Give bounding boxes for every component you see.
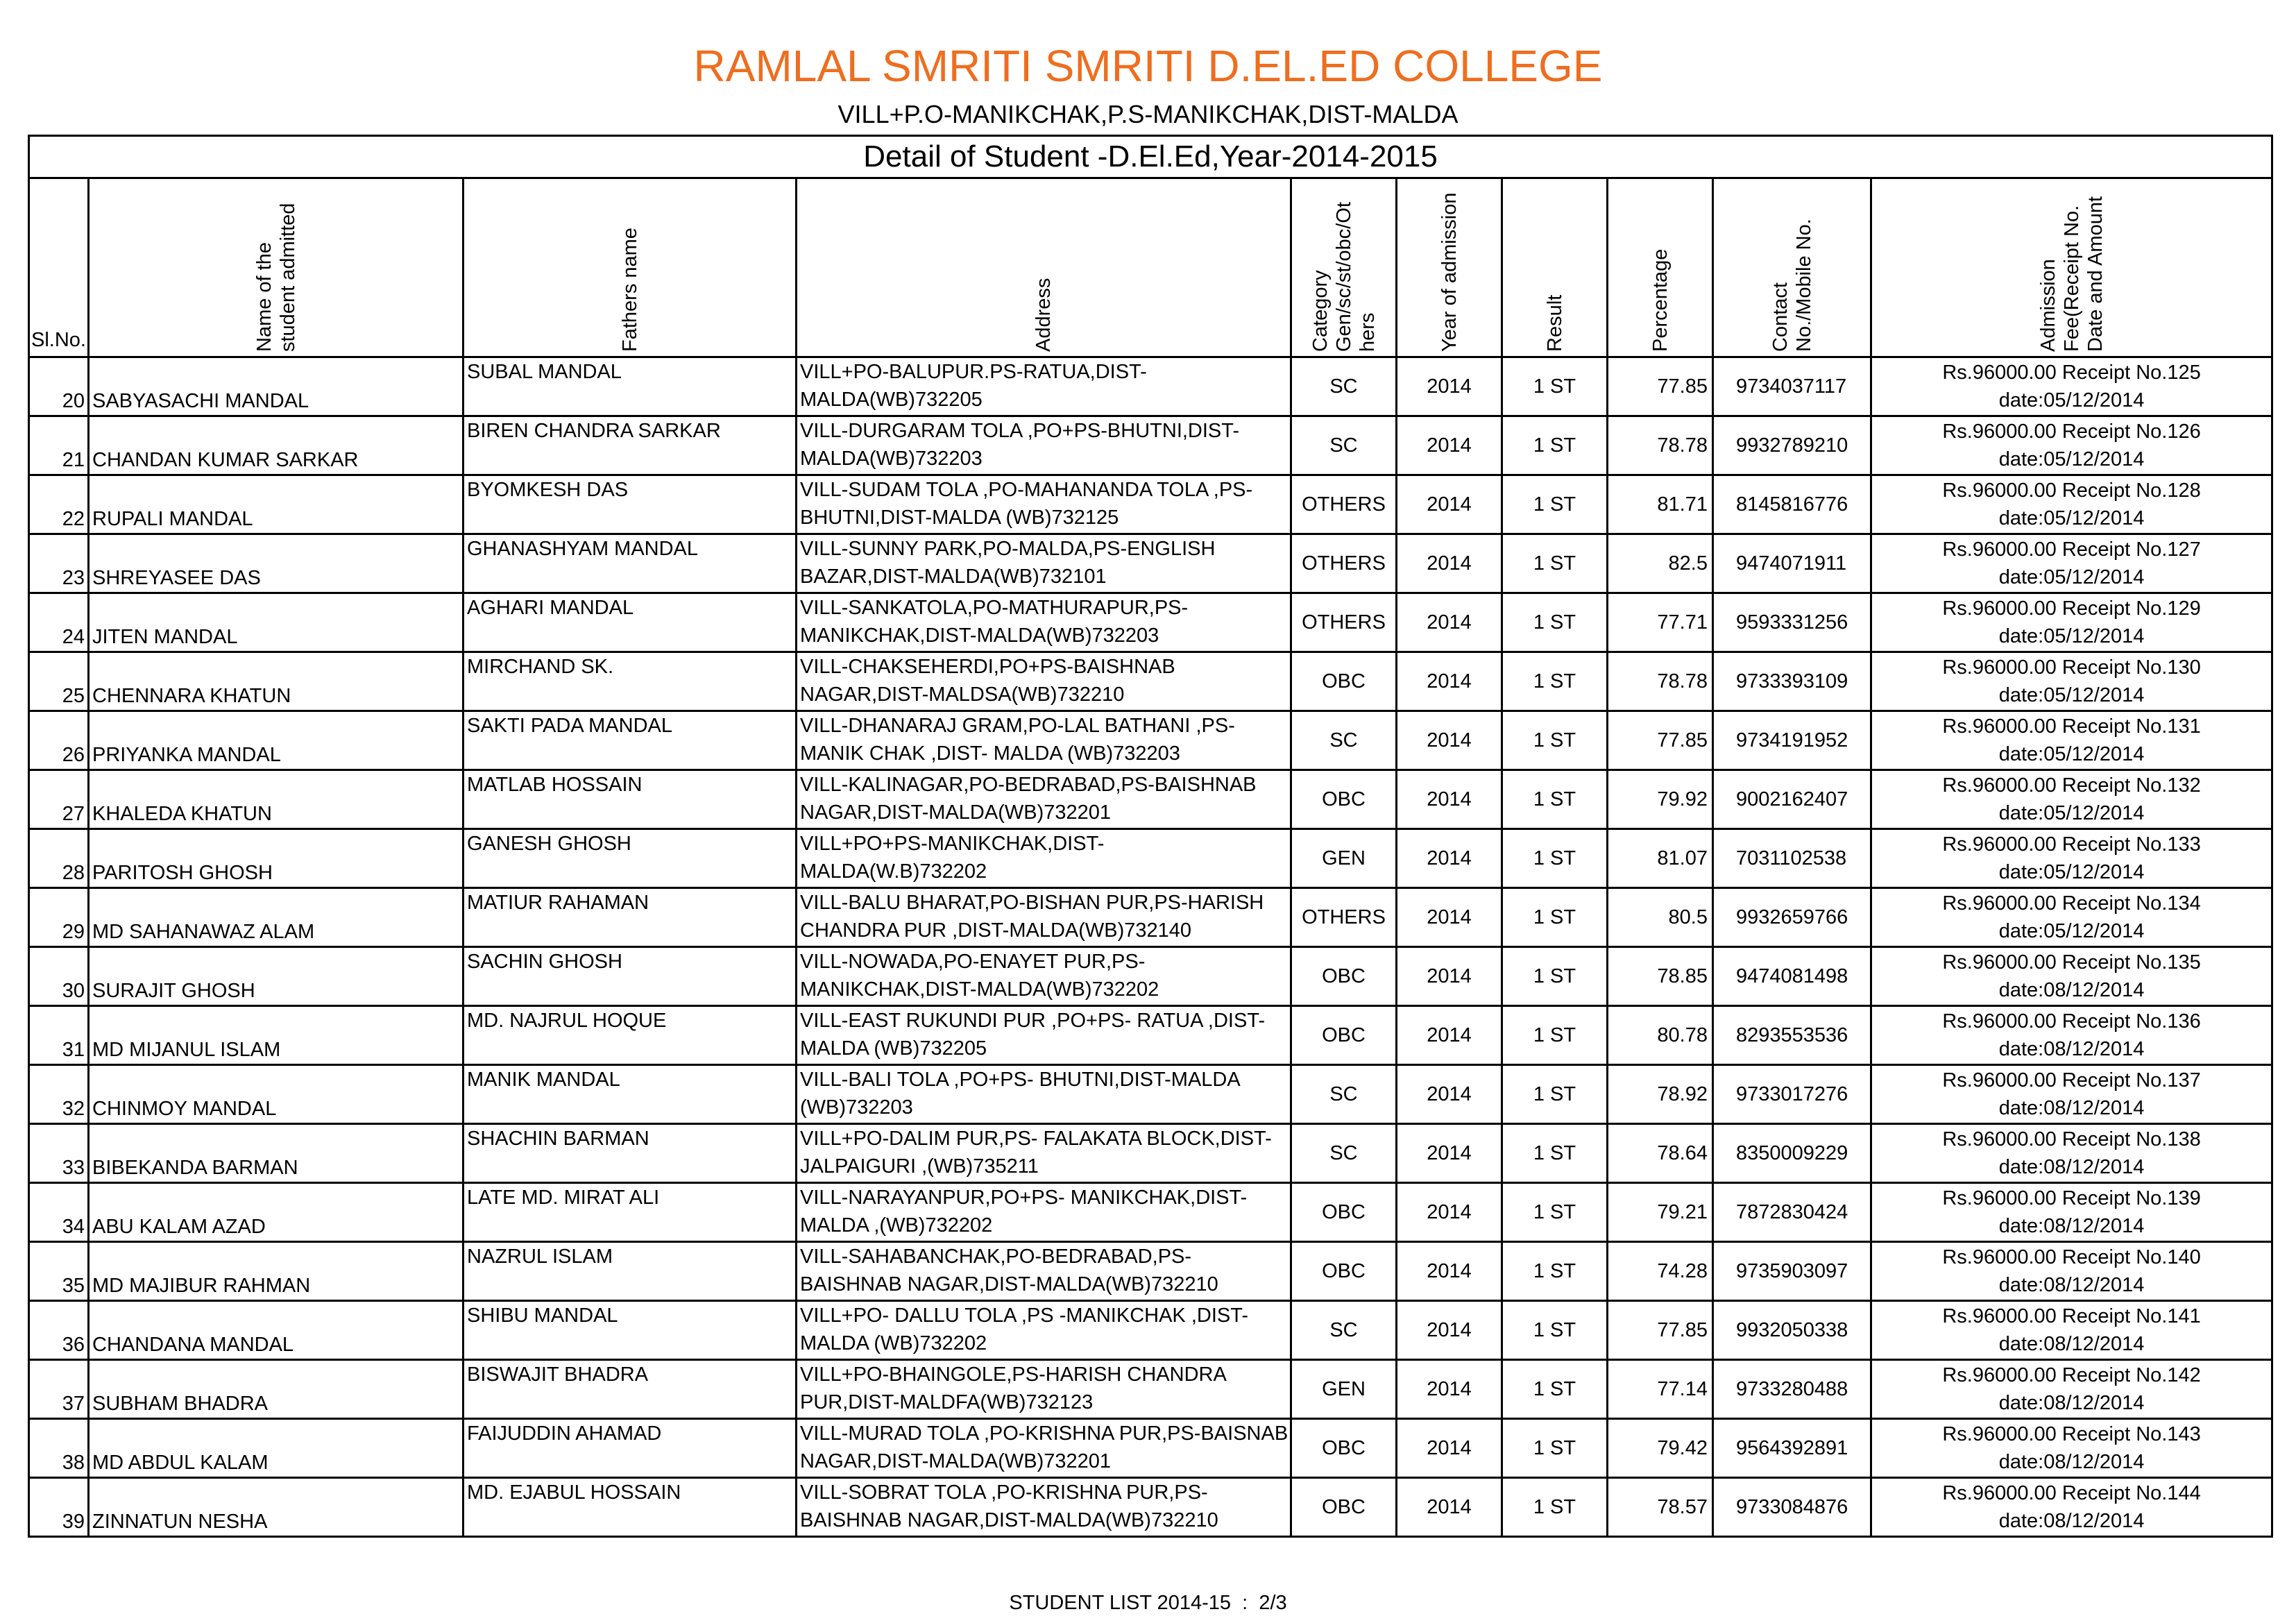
fee-receipt-line: Rs.96000.00 Receipt No.136 (1942, 1010, 2201, 1033)
column-header-fee-label: Admission Fee(Receipt No. Date and Amount (2036, 196, 2107, 352)
cell-sl: 25 (29, 652, 89, 711)
cell-percentage: 78.64 (1608, 1124, 1713, 1183)
cell-father-name: SHACHIN BARMAN (464, 1124, 797, 1183)
cell-sl: 30 (29, 947, 89, 1006)
cell-father-name: GANESH GHOSH (464, 829, 797, 888)
cell-father-name: MIRCHAND SK. (464, 652, 797, 711)
cell-year: 2014 (1397, 652, 1502, 711)
fee-date-line: date:05/12/2014 (1998, 625, 2145, 647)
table-row (29, 1065, 2272, 1124)
cell-admission-fee (1871, 1301, 2272, 1360)
cell-admission-fee (1871, 1065, 2272, 1124)
cell-contact: 8293553536 (1713, 1006, 1871, 1065)
cell-contact: 9733393109 (1713, 652, 1871, 711)
cell-contact: 9474071911 (1713, 534, 1871, 593)
cell-admission-fee (1871, 1360, 2272, 1419)
cell-address: VILL+PO-DALIM PUR,PS- FALAKATA BLOCK,DIST-JALPAIGURI ,(WB)735211 (797, 1124, 1291, 1183)
cell-sl: 31 (29, 1006, 89, 1065)
fee-receipt-line: Rs.96000.00 Receipt No.140 (1942, 1246, 2201, 1268)
table-row (29, 1006, 2272, 1065)
cell-sl: 34 (29, 1183, 89, 1242)
cell-father-name: MATLAB HOSSAIN (464, 770, 797, 829)
cell-result: 1 ST (1502, 1065, 1608, 1124)
cell-address: VILL+PO-BALUPUR.PS-RATUA,DIST-MALDA(WB)732205 (797, 357, 1291, 416)
cell-percentage: 77.85 (1608, 357, 1713, 416)
table-row (29, 475, 2272, 534)
fee-receipt-line: Rs.96000.00 Receipt No.131 (1942, 715, 2201, 738)
cell-percentage: 79.92 (1608, 770, 1713, 829)
cell-contact: 9564392891 (1713, 1419, 1871, 1478)
cell-admission-fee (1871, 1419, 2272, 1478)
fee-date-line: date:08/12/2014 (1998, 1038, 2145, 1060)
cell-address: VILL+PO+PS-MANIKCHAK,DIST-MALDA(W.B)732202 (797, 829, 1291, 888)
cell-name: RUPALI MANDAL (89, 475, 464, 534)
cell-name: CHINMOY MANDAL (89, 1065, 464, 1124)
table-row (29, 1478, 2272, 1537)
cell-address: VILL-NARAYANPUR,PO+PS- MANIKCHAK,DIST-MALDA ,(WB)732202 (797, 1183, 1291, 1242)
cell-year: 2014 (1397, 357, 1502, 416)
cell-sl: 21 (29, 416, 89, 475)
cell-result: 1 ST (1502, 1006, 1608, 1065)
cell-contact: 8145816776 (1713, 475, 1871, 534)
column-header-fee (1871, 178, 2272, 357)
fee-date-line: date:08/12/2014 (1998, 1451, 2145, 1473)
fee-date-line: date:05/12/2014 (1998, 389, 2145, 411)
cell-year: 2014 (1397, 593, 1502, 652)
cell-percentage: 80.5 (1608, 888, 1713, 947)
cell-father-name: MD. EJABUL HOSSAIN (464, 1478, 797, 1537)
cell-result: 1 ST (1502, 534, 1608, 593)
cell-result: 1 ST (1502, 1124, 1608, 1183)
cell-admission-fee (1871, 888, 2272, 947)
column-header-address-label: Address (1032, 278, 1055, 352)
cell-contact: 9734037117 (1713, 357, 1871, 416)
table-row (29, 829, 2272, 888)
fee-receipt-line: Rs.96000.00 Receipt No.138 (1942, 1128, 2201, 1150)
cell-category: SC (1291, 1124, 1397, 1183)
cell-category: SC (1291, 711, 1397, 770)
cell-admission-fee (1871, 1478, 2272, 1537)
fee-date-line: date:08/12/2014 (1998, 1392, 2145, 1414)
column-header-contact-label: Contact No./Mobile No. (1769, 219, 1815, 352)
cell-admission-fee (1871, 652, 2272, 711)
column-header-result (1502, 178, 1608, 357)
cell-year: 2014 (1397, 947, 1502, 1006)
fee-date-line: date:08/12/2014 (1998, 1215, 2145, 1237)
cell-category: OBC (1291, 947, 1397, 1006)
cell-category: OBC (1291, 1242, 1397, 1301)
cell-address: VILL-SOBRAT TOLA ,PO-KRISHNA PUR,PS-BAISHNAB NAGAR,DIST-MALDA(WB)732210 (797, 1478, 1291, 1537)
cell-category: OBC (1291, 770, 1397, 829)
cell-sl: 24 (29, 593, 89, 652)
column-header-category (1291, 178, 1397, 357)
cell-percentage: 77.85 (1608, 711, 1713, 770)
column-header-name-label: Name of the student admitted (253, 203, 299, 352)
cell-address: VILL+PO-BHAINGOLE,PS-HARISH CHANDRA PUR,DIST-MALDFA(WB)732123 (797, 1360, 1291, 1419)
cell-category: OTHERS (1291, 534, 1397, 593)
cell-result: 1 ST (1502, 593, 1608, 652)
cell-percentage: 78.85 (1608, 947, 1713, 1006)
cell-contact: 9735903097 (1713, 1242, 1871, 1301)
fee-receipt-line: Rs.96000.00 Receipt No.129 (1942, 597, 2201, 620)
column-header-contact (1713, 178, 1871, 357)
cell-father-name: SACHIN GHOSH (464, 947, 797, 1006)
college-name: RAMLAL SMRITI SMRITI D.EL.ED COLLEGE (693, 41, 1603, 91)
cell-address: VILL-SUNNY PARK,PO-MALDA,PS-ENGLISH BAZAR,DIST-MALDA(WB)732101 (797, 534, 1291, 593)
cell-name: BIBEKANDA BARMAN (89, 1124, 464, 1183)
cell-name: MD SAHANAWAZ ALAM (89, 888, 464, 947)
table-row (29, 593, 2272, 652)
cell-percentage: 79.21 (1608, 1183, 1713, 1242)
cell-admission-fee (1871, 1242, 2272, 1301)
cell-sl: 32 (29, 1065, 89, 1124)
cell-year: 2014 (1397, 711, 1502, 770)
fee-receipt-line: Rs.96000.00 Receipt No.143 (1942, 1423, 2201, 1445)
cell-father-name: MD. NAJRUL HOQUE (464, 1006, 797, 1065)
cell-address: VILL-SAHABANCHAK,PO-BEDRABAD,PS- BAISHNAB NAGAR,DIST-MALDA(WB)732210 (797, 1242, 1291, 1301)
cell-percentage: 78.78 (1608, 652, 1713, 711)
cell-year: 2014 (1397, 1065, 1502, 1124)
column-header-name (89, 178, 464, 357)
cell-admission-fee (1871, 1124, 2272, 1183)
cell-result: 1 ST (1502, 1301, 1608, 1360)
cell-year: 2014 (1397, 1419, 1502, 1478)
cell-father-name: LATE MD. MIRAT ALI (464, 1183, 797, 1242)
fee-receipt-line: Rs.96000.00 Receipt No.128 (1942, 479, 2201, 502)
column-header-sl-label: Sl.No. (31, 329, 86, 351)
cell-category: OBC (1291, 1419, 1397, 1478)
fee-date-line: date:05/12/2014 (1998, 448, 2145, 470)
cell-percentage: 79.42 (1608, 1419, 1713, 1478)
column-header-year-label: Year of admission (1438, 192, 1461, 352)
cell-contact: 9734191952 (1713, 711, 1871, 770)
fee-date-line: date:05/12/2014 (1998, 920, 2145, 942)
cell-sl: 27 (29, 770, 89, 829)
cell-sl: 28 (29, 829, 89, 888)
cell-name: CHANDANA MANDAL (89, 1301, 464, 1360)
cell-name: PARITOSH GHOSH (89, 829, 464, 888)
cell-year: 2014 (1397, 1183, 1502, 1242)
cell-result: 1 ST (1502, 416, 1608, 475)
cell-contact: 7872830424 (1713, 1183, 1871, 1242)
cell-admission-fee (1871, 593, 2272, 652)
cell-year: 2014 (1397, 888, 1502, 947)
cell-contact: 9733280488 (1713, 1360, 1871, 1419)
fee-receipt-line: Rs.96000.00 Receipt No.126 (1942, 420, 2201, 443)
cell-father-name: FAIJUDDIN AHAMAD (464, 1419, 797, 1478)
table-body (29, 357, 2272, 1537)
table-row (29, 1124, 2272, 1183)
cell-name: SUBHAM BHADRA (89, 1360, 464, 1419)
fee-receipt-line: Rs.96000.00 Receipt No.130 (1942, 656, 2201, 679)
cell-father-name: GHANASHYAM MANDAL (464, 534, 797, 593)
cell-address: VILL-CHAKSEHERDI,PO+PS-BAISHNAB NAGAR,DIST-MALDSA(WB)732210 (797, 652, 1291, 711)
cell-result: 1 ST (1502, 357, 1608, 416)
cell-percentage: 78.57 (1608, 1478, 1713, 1537)
cell-result: 1 ST (1502, 829, 1608, 888)
cell-father-name: SUBAL MANDAL (464, 357, 797, 416)
cell-contact: 8350009229 (1713, 1124, 1871, 1183)
cell-address: VILL-DURGARAM TOLA ,PO+PS-BHUTNI,DIST-MALDA(WB)732203 (797, 416, 1291, 475)
cell-address: VILL-DHANARAJ GRAM,PO-LAL BATHANI ,PS-MANIK CHAK ,DIST- MALDA (WB)732203 (797, 711, 1291, 770)
cell-father-name: MATIUR RAHAMAN (464, 888, 797, 947)
cell-address: VILL+PO- DALLU TOLA ,PS -MANIKCHAK ,DIST-MALDA (WB)732202 (797, 1301, 1291, 1360)
cell-contact: 9932659766 (1713, 888, 1871, 947)
cell-category: SC (1291, 1301, 1397, 1360)
cell-year: 2014 (1397, 770, 1502, 829)
cell-sl: 33 (29, 1124, 89, 1183)
cell-name: SURAJIT GHOSH (89, 947, 464, 1006)
cell-category: OTHERS (1291, 593, 1397, 652)
cell-category: OTHERS (1291, 475, 1397, 534)
cell-percentage: 77.14 (1608, 1360, 1713, 1419)
cell-name: KHALEDA KHATUN (89, 770, 464, 829)
table-row (29, 770, 2272, 829)
cell-contact: 9932050338 (1713, 1301, 1871, 1360)
column-header-sl (29, 178, 89, 357)
page-footer: STUDENT LIST 2014-15 : 2/3 (1009, 1592, 1287, 1614)
cell-category: GEN (1291, 829, 1397, 888)
cell-address: VILL-SANKATOLA,PO-MATHURAPUR,PS-MANIKCHAK,DIST-MALDA(WB)732203 (797, 593, 1291, 652)
cell-name: MD ABDUL KALAM (89, 1419, 464, 1478)
cell-percentage: 77.71 (1608, 593, 1713, 652)
cell-year: 2014 (1397, 416, 1502, 475)
cell-result: 1 ST (1502, 888, 1608, 947)
cell-year: 2014 (1397, 1301, 1502, 1360)
cell-sl: 20 (29, 357, 89, 416)
fee-receipt-line: Rs.96000.00 Receipt No.127 (1942, 538, 2201, 561)
cell-percentage: 80.78 (1608, 1006, 1713, 1065)
cell-percentage: 81.71 (1608, 475, 1713, 534)
cell-father-name: SAKTI PADA MANDAL (464, 711, 797, 770)
cell-contact: 7031102538 (1713, 829, 1871, 888)
cell-name: MD MIJANUL ISLAM (89, 1006, 464, 1065)
cell-sl: 36 (29, 1301, 89, 1360)
cell-category: SC (1291, 416, 1397, 475)
cell-sl: 23 (29, 534, 89, 593)
cell-sl: 22 (29, 475, 89, 534)
college-address: VILL+P.O-MANIKCHAK,P.S-MANIKCHAK,DIST-MALDA (837, 100, 1459, 128)
cell-father-name: MANIK MANDAL (464, 1065, 797, 1124)
column-header-category-label: Category Gen/sc/st/obc/Ot hers (1309, 202, 1379, 352)
cell-percentage: 78.78 (1608, 416, 1713, 475)
cell-year: 2014 (1397, 1124, 1502, 1183)
cell-year: 2014 (1397, 1478, 1502, 1537)
column-header-address (797, 178, 1291, 357)
table-row (29, 1242, 2272, 1301)
cell-contact: 9733084876 (1713, 1478, 1871, 1537)
cell-percentage: 81.07 (1608, 829, 1713, 888)
fee-date-line: date:08/12/2014 (1998, 1510, 2145, 1532)
cell-father-name: SHIBU MANDAL (464, 1301, 797, 1360)
cell-percentage: 82.5 (1608, 534, 1713, 593)
cell-result: 1 ST (1502, 1360, 1608, 1419)
cell-category: SC (1291, 357, 1397, 416)
cell-address: VILL-NOWADA,PO-ENAYET PUR,PS-MANIKCHAK,DIST-MALDA(WB)732202 (797, 947, 1291, 1006)
fee-date-line: date:08/12/2014 (1998, 979, 2145, 1001)
cell-admission-fee (1871, 711, 2272, 770)
cell-admission-fee (1871, 947, 2272, 1006)
table-row (29, 1301, 2272, 1360)
fee-date-line: date:08/12/2014 (1998, 1333, 2145, 1355)
table-row (29, 1360, 2272, 1419)
cell-admission-fee (1871, 475, 2272, 534)
column-header-percentage-label: Percentage (1649, 248, 1672, 352)
cell-category: OBC (1291, 1478, 1397, 1537)
cell-year: 2014 (1397, 475, 1502, 534)
fee-receipt-line: Rs.96000.00 Receipt No.144 (1942, 1482, 2201, 1504)
column-header-father-label: Fathers name (618, 228, 641, 352)
table-row (29, 711, 2272, 770)
cell-category: OBC (1291, 1006, 1397, 1065)
cell-sl: 39 (29, 1478, 89, 1537)
cell-year: 2014 (1397, 829, 1502, 888)
fee-date-line: date:08/12/2014 (1998, 1097, 2145, 1119)
table-row (29, 1183, 2272, 1242)
cell-result: 1 ST (1502, 947, 1608, 1006)
table-row (29, 416, 2272, 475)
fee-date-line: date:05/12/2014 (1998, 507, 2145, 529)
cell-name: ZINNATUN NESHA (89, 1478, 464, 1537)
cell-admission-fee (1871, 534, 2272, 593)
cell-name: SABYASACHI MANDAL (89, 357, 464, 416)
fee-receipt-line: Rs.96000.00 Receipt No.135 (1942, 951, 2201, 974)
cell-year: 2014 (1397, 1360, 1502, 1419)
fee-receipt-line: Rs.96000.00 Receipt No.141 (1942, 1305, 2201, 1327)
cell-admission-fee (1871, 416, 2272, 475)
student-table (28, 135, 2273, 1538)
cell-result: 1 ST (1502, 652, 1608, 711)
cell-address: VILL-EAST RUKUNDI PUR ,PO+PS- RATUA ,DIST-MALDA (WB)732205 (797, 1006, 1291, 1065)
cell-contact: 9733017276 (1713, 1065, 1871, 1124)
cell-contact: 9474081498 (1713, 947, 1871, 1006)
cell-name: MD MAJIBUR RAHMAN (89, 1242, 464, 1301)
cell-result: 1 ST (1502, 770, 1608, 829)
cell-address: VILL-BALU BHARAT,PO-BISHAN PUR,PS-HARISH CHANDRA PUR ,DIST-MALDA(WB)732140 (797, 888, 1291, 947)
cell-father-name: BIREN CHANDRA SARKAR (464, 416, 797, 475)
cell-sl: 37 (29, 1360, 89, 1419)
fee-receipt-line: Rs.96000.00 Receipt No.139 (1942, 1187, 2201, 1209)
fee-receipt-line: Rs.96000.00 Receipt No.133 (1942, 833, 2201, 856)
cell-admission-fee (1871, 829, 2272, 888)
cell-year: 2014 (1397, 534, 1502, 593)
table-row (29, 888, 2272, 947)
cell-admission-fee (1871, 357, 2272, 416)
cell-result: 1 ST (1502, 1183, 1608, 1242)
table-title-row (29, 136, 2272, 178)
column-header-year (1397, 178, 1502, 357)
fee-date-line: date:05/12/2014 (1998, 566, 2145, 588)
fee-receipt-line: Rs.96000.00 Receipt No.137 (1942, 1069, 2201, 1091)
cell-category: OBC (1291, 1183, 1397, 1242)
cell-sl: 35 (29, 1242, 89, 1301)
cell-name: PRIYANKA MANDAL (89, 711, 464, 770)
cell-father-name: NAZRUL ISLAM (464, 1242, 797, 1301)
cell-result: 1 ST (1502, 1242, 1608, 1301)
cell-category: OTHERS (1291, 888, 1397, 947)
column-header-result-label: Result (1543, 294, 1566, 352)
fee-receipt-line: Rs.96000.00 Receipt No.125 (1942, 362, 2201, 384)
table-row (29, 534, 2272, 593)
cell-contact: 9932789210 (1713, 416, 1871, 475)
fee-receipt-line: Rs.96000.00 Receipt No.132 (1942, 774, 2201, 797)
cell-sl: 38 (29, 1419, 89, 1478)
fee-date-line: date:05/12/2014 (1998, 684, 2145, 706)
fee-date-line: date:05/12/2014 (1998, 861, 2145, 883)
cell-address: VILL-MURAD TOLA ,PO-KRISHNA PUR,PS-BAISNAB NAGAR,DIST-MALDA(WB)732201 (797, 1419, 1291, 1478)
cell-result: 1 ST (1502, 1419, 1608, 1478)
cell-percentage: 77.85 (1608, 1301, 1713, 1360)
cell-address: VILL-SUDAM TOLA ,PO-MAHANANDA TOLA ,PS-BHUTNI,DIST-MALDA (WB)732125 (797, 475, 1291, 534)
cell-father-name: BYOMKESH DAS (464, 475, 797, 534)
cell-year: 2014 (1397, 1242, 1502, 1301)
cell-percentage: 74.28 (1608, 1242, 1713, 1301)
fee-receipt-line: Rs.96000.00 Receipt No.142 (1942, 1364, 2201, 1386)
cell-father-name: AGHARI MANDAL (464, 593, 797, 652)
cell-admission-fee (1871, 1183, 2272, 1242)
cell-name: CHANDAN KUMAR SARKAR (89, 416, 464, 475)
cell-result: 1 ST (1502, 475, 1608, 534)
fee-date-line: date:05/12/2014 (1998, 802, 2145, 824)
column-header-father (464, 178, 797, 357)
table-header-row (29, 178, 2272, 357)
cell-category: SC (1291, 1065, 1397, 1124)
cell-name: ABU KALAM AZAD (89, 1183, 464, 1242)
cell-admission-fee (1871, 1006, 2272, 1065)
cell-result: 1 ST (1502, 1478, 1608, 1537)
cell-category: OBC (1291, 652, 1397, 711)
table-row (29, 1419, 2272, 1478)
cell-year: 2014 (1397, 1006, 1502, 1065)
cell-category: GEN (1291, 1360, 1397, 1419)
cell-sl: 29 (29, 888, 89, 947)
cell-name: JITEN MANDAL (89, 593, 464, 652)
fee-date-line: date:08/12/2014 (1998, 1156, 2145, 1178)
cell-result: 1 ST (1502, 711, 1608, 770)
table-row (29, 652, 2272, 711)
cell-address: VILL-BALI TOLA ,PO+PS- BHUTNI,DIST-MALDA (WB)732203 (797, 1065, 1291, 1124)
table-title: Detail of Student -D.El.Ed,Year-2014-2015 (29, 136, 2272, 178)
fee-date-line: date:08/12/2014 (1998, 1274, 2145, 1296)
cell-name: SHREYASEE DAS (89, 534, 464, 593)
table-row (29, 357, 2272, 416)
cell-admission-fee (1871, 770, 2272, 829)
column-header-percentage (1608, 178, 1713, 357)
cell-contact: 9002162407 (1713, 770, 1871, 829)
cell-sl: 26 (29, 711, 89, 770)
cell-name: CHENNARA KHATUN (89, 652, 464, 711)
cell-father-name: BISWAJIT BHADRA (464, 1360, 797, 1419)
fee-date-line: date:05/12/2014 (1998, 743, 2145, 765)
cell-contact: 9593331256 (1713, 593, 1871, 652)
cell-address: VILL-KALINAGAR,PO-BEDRABAD,PS-BAISHNAB NAGAR,DIST-MALDA(WB)732201 (797, 770, 1291, 829)
fee-receipt-line: Rs.96000.00 Receipt No.134 (1942, 892, 2201, 915)
cell-percentage: 78.92 (1608, 1065, 1713, 1124)
table-row (29, 947, 2272, 1006)
